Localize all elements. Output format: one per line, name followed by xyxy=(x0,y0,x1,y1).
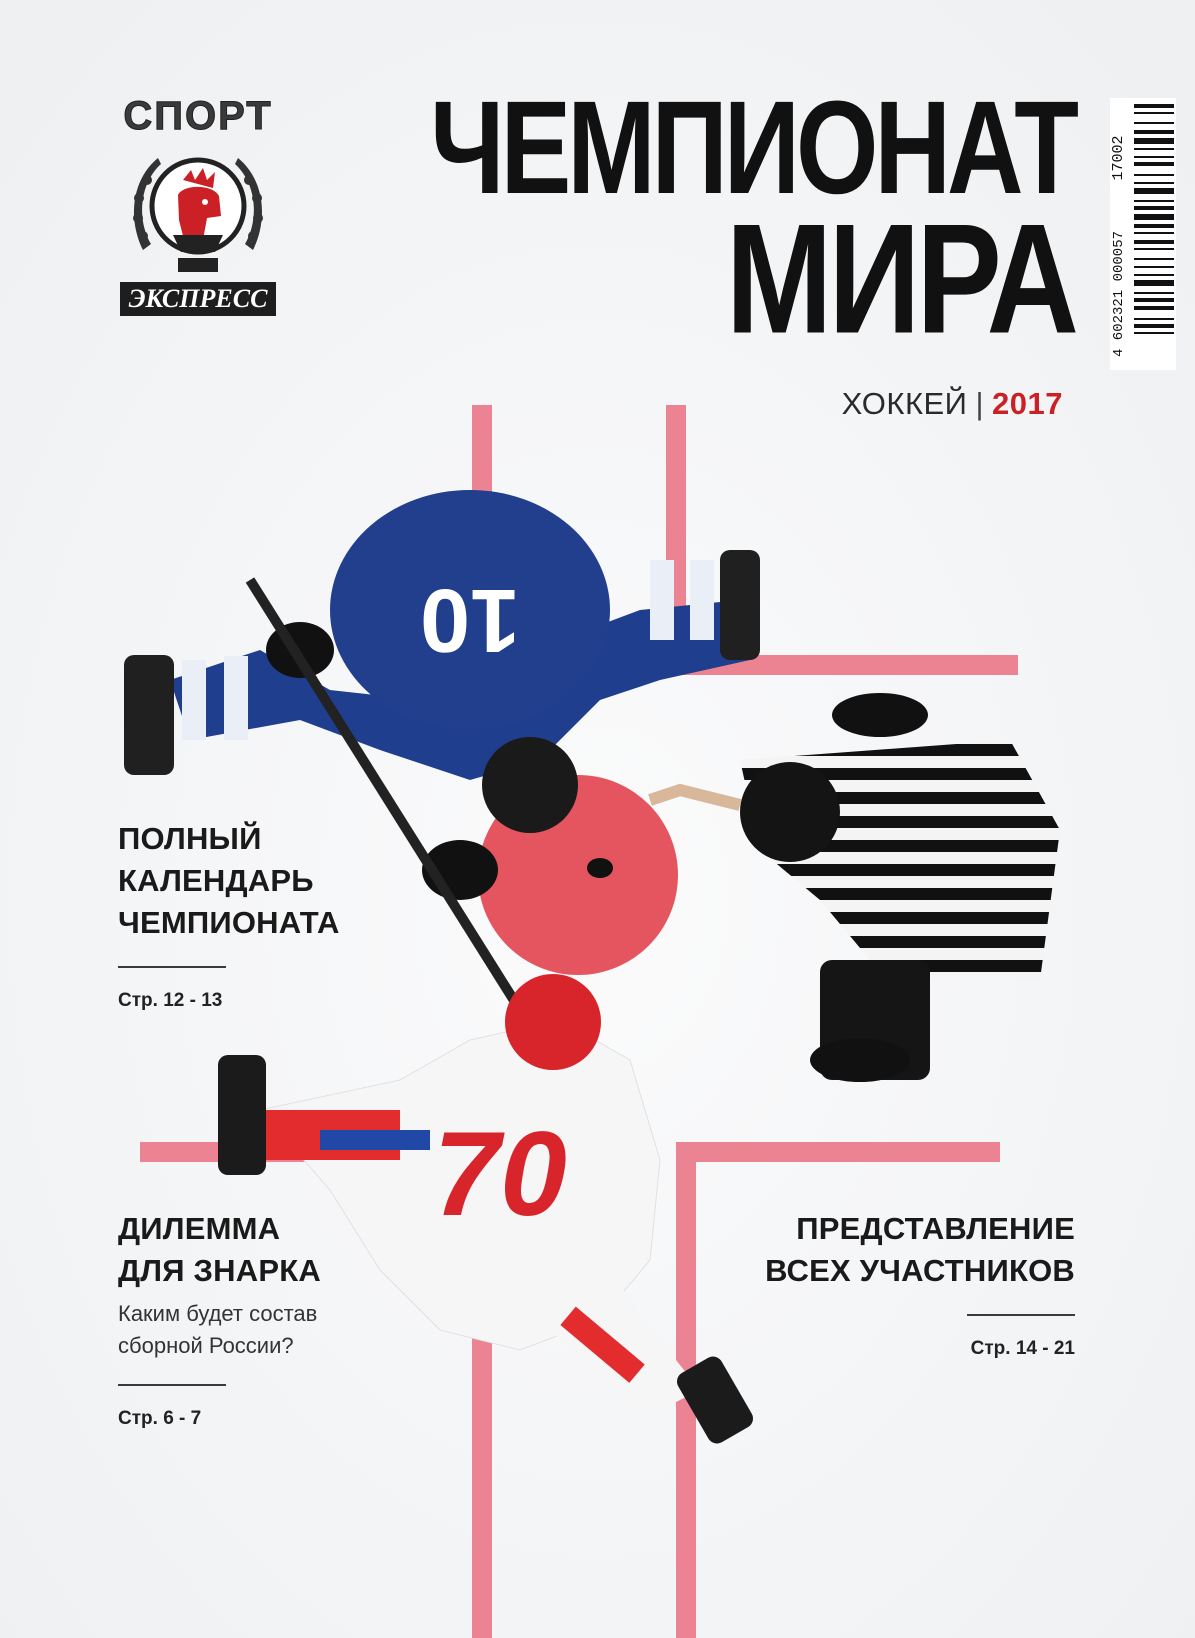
barcode-bar xyxy=(1134,104,1174,108)
article-participants-title xyxy=(765,1208,1075,1292)
barcode xyxy=(1110,98,1176,370)
divider xyxy=(967,1314,1075,1316)
article-title-line: ДЛЯ ЗНАРКА xyxy=(118,1253,321,1288)
barcode-bar xyxy=(1134,174,1174,176)
barcode-number: 4 602321 000057 xyxy=(1111,230,1127,358)
year-label: 2017 xyxy=(992,386,1063,421)
barcode-bar xyxy=(1134,214,1174,220)
cover-title xyxy=(430,74,1075,367)
barcode-bar xyxy=(1134,188,1174,194)
barcode-bar xyxy=(1134,274,1174,276)
article-dilemma xyxy=(118,1208,321,1430)
page-reference: Стр. 12 - 13 xyxy=(118,990,223,1011)
barcode-bar xyxy=(1134,248,1174,250)
barcode-bar xyxy=(1134,130,1174,134)
barcode-bar xyxy=(1134,148,1174,150)
barcode-bar xyxy=(1134,112,1174,114)
article-title-line: ПРЕДСТАВЛЕНИЕ xyxy=(796,1211,1075,1246)
article-title-line: ПОЛНЫЙ xyxy=(118,821,262,856)
divider xyxy=(118,966,226,968)
barcode-bar xyxy=(1134,280,1174,286)
publisher-logo xyxy=(118,96,278,316)
title-line-2: МИРА xyxy=(725,191,1075,367)
article-title-line: ЧЕМПИОНАТА xyxy=(118,905,340,940)
article-title-line: ВСЕХ УЧАСТНИКОВ xyxy=(765,1253,1075,1288)
barcode-bar xyxy=(1134,318,1174,320)
article-participants xyxy=(765,1208,1075,1360)
barcode-bar xyxy=(1134,156,1174,158)
subtitle-separator: | xyxy=(975,386,985,421)
barcode-bar xyxy=(1134,232,1174,234)
barcode-bar xyxy=(1134,162,1174,166)
logo-top-text: СПОРТ xyxy=(123,94,273,138)
cover-subtitle xyxy=(842,386,1063,422)
barcode-bar xyxy=(1134,122,1174,124)
lead-line: сборной России? xyxy=(118,1333,294,1358)
barcode-bar xyxy=(1134,224,1174,228)
article-lead xyxy=(118,1298,321,1362)
barcode-bar xyxy=(1134,138,1174,144)
page-reference: Стр. 6 - 7 xyxy=(118,1408,202,1429)
title-line-1: ЧЕМПИОНАТ xyxy=(430,74,1075,222)
barcode-bar xyxy=(1134,324,1174,328)
puck xyxy=(587,858,613,878)
barcode-bar xyxy=(1134,332,1174,334)
page-reference: Стр. 14 - 21 xyxy=(970,1338,1075,1359)
barcode-bar xyxy=(1134,200,1174,202)
article-calendar-title xyxy=(118,818,340,944)
article-title-line: ДИЛЕММА xyxy=(118,1211,281,1246)
barcode-bar xyxy=(1134,240,1174,244)
article-dilemma-title xyxy=(118,1208,321,1292)
sport-label: ХОККЕЙ xyxy=(841,386,968,421)
barcode-bar xyxy=(1134,306,1174,310)
article-calendar xyxy=(118,818,340,1012)
svg-text:10: 10 xyxy=(419,570,521,670)
lead-line: Каким будет состав xyxy=(118,1301,318,1326)
barcode-bar xyxy=(1134,266,1174,268)
barcode-issue-code: 17002 xyxy=(1110,135,1127,181)
article-title-line: КАЛЕНДАРЬ xyxy=(118,863,314,898)
barcode-bar xyxy=(1134,258,1174,260)
barcode-bar xyxy=(1134,182,1174,184)
rooster-emblem-icon xyxy=(123,140,273,280)
barcode-bar xyxy=(1134,206,1174,210)
barcode-bar xyxy=(1134,298,1174,302)
divider xyxy=(118,1384,226,1386)
logo-bottom-text: ЭКСПРЕСС xyxy=(120,282,276,316)
svg-text:70: 70 xyxy=(433,1107,567,1241)
barcode-bar xyxy=(1134,292,1174,294)
